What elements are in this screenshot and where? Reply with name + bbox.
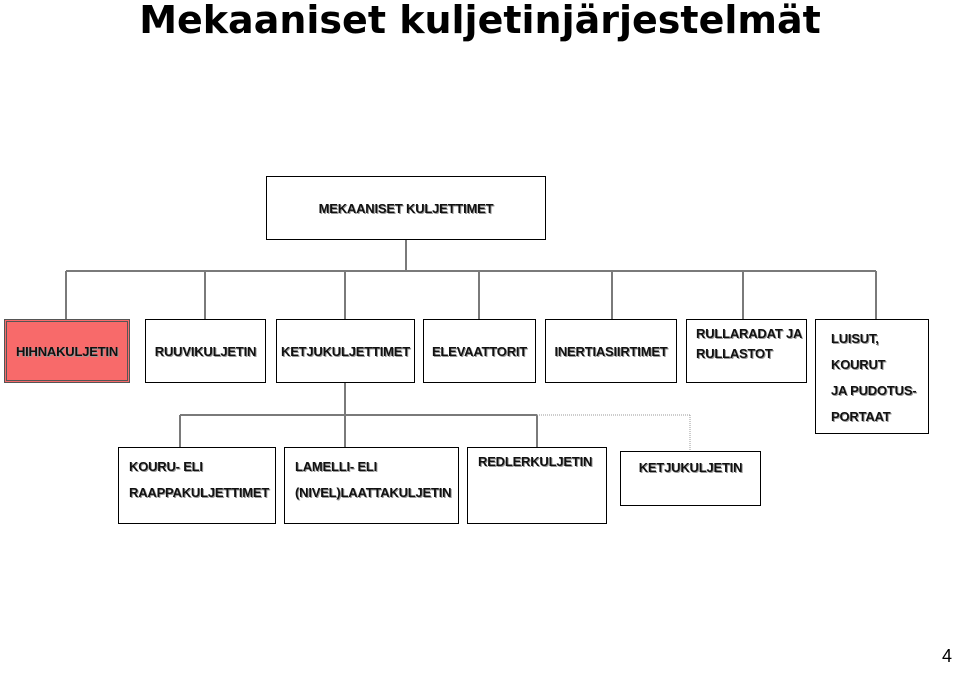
node-label: HIHNAKULJETIN bbox=[15, 343, 119, 359]
node-label-line: RULLARADAT JA bbox=[696, 326, 803, 341]
node-elevaattorit bbox=[423, 319, 536, 383]
node-label-line: RULLASTOT bbox=[696, 346, 773, 361]
node-inertiasiirtimet bbox=[545, 319, 677, 383]
node-mekaaniset-kuljettimet bbox=[266, 176, 546, 240]
node-luisut bbox=[815, 319, 929, 434]
node-label: KETJUKULJETIN bbox=[638, 460, 743, 475]
node-label-line: LUISUT, bbox=[831, 331, 879, 346]
node-label-line: KOURUT bbox=[831, 357, 886, 372]
node-label-line: RAAPPAKULJETTIMET bbox=[129, 485, 270, 500]
node-ruuvikuljetin bbox=[145, 319, 266, 383]
node-label-line: KOURU- ELI bbox=[129, 459, 203, 474]
node-label: KETJUKULJETTIMET bbox=[281, 343, 410, 359]
node-label: ELEVAATTORIT bbox=[431, 343, 528, 359]
node-label: REDLERKULJETIN bbox=[478, 454, 593, 469]
node-ketjukuljetin bbox=[620, 451, 761, 506]
node-label-line: JA PUDOTUS- bbox=[831, 383, 917, 398]
node-label-line: LAMELLI- ELI bbox=[295, 459, 378, 474]
node-redlerkuljetin bbox=[467, 447, 607, 524]
slide-title: Mekaaniset kuljetinjärjestelmät bbox=[139, 0, 821, 42]
node-label-line: PORTAAT bbox=[831, 409, 891, 424]
node-hihnakuljetin bbox=[4, 319, 130, 383]
node-label: MEKAANISET KULJETTIMET bbox=[318, 200, 494, 216]
node-ketjukuljettimet bbox=[276, 319, 415, 383]
node-label-line: (NIVEL)LAATTAKULJETIN bbox=[295, 485, 452, 500]
page-number: 4 bbox=[941, 646, 952, 666]
node-kouru-raappakuljettimet bbox=[118, 447, 276, 524]
node-rullaradat bbox=[686, 319, 807, 383]
node-label: INERTIASIIRTIMET bbox=[554, 343, 668, 359]
node-lamelli-laattakuljetin bbox=[284, 447, 459, 524]
node-label: RUUVIKULJETIN bbox=[154, 343, 257, 359]
